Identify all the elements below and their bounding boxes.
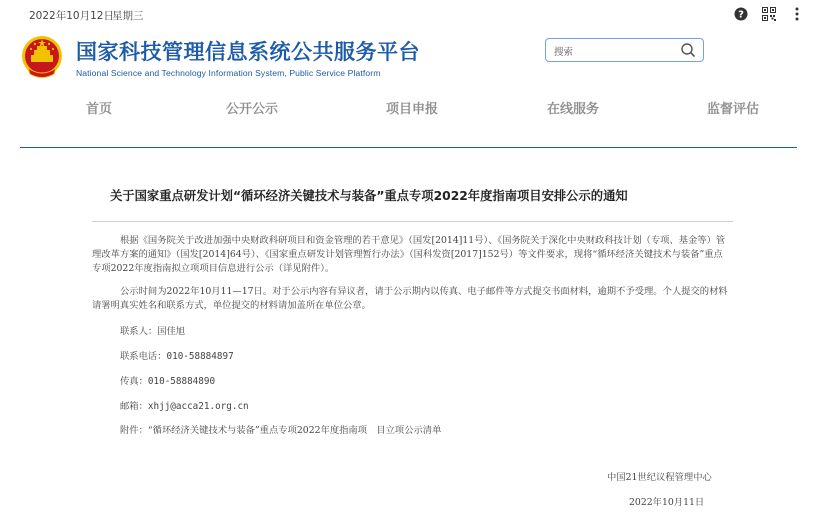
national-emblem-logo[interactable]: [20, 34, 64, 80]
fax-label: 传真：: [120, 376, 148, 387]
email-label: 邮箱：: [120, 401, 148, 412]
svg-text:?: ?: [738, 9, 744, 21]
signature-date: 2022年10月11日: [629, 497, 705, 508]
contact-name: 国佳旭: [157, 326, 186, 337]
article-title: 关于国家重点研发计划“循环经济关键技术与装备”重点专项2022年度指南项目安排公示的通知: [110, 189, 628, 203]
signature-org: 中国21世纪议程管理中心: [607, 472, 712, 483]
phone-label: 联系电话：: [120, 351, 167, 362]
site-header: [0, 28, 823, 90]
fax-line: [120, 373, 215, 387]
top-bar: [0, 0, 823, 28]
attachment-line: [120, 422, 441, 436]
contact-label: 联系人：: [120, 326, 158, 337]
attachment-link[interactable]: “循环经济关键技术与装备”重点专项2022年度指南项 目立项公示清单: [147, 425, 442, 436]
site-title[interactable]: 国家科技管理信息系统公共服务平台: [76, 40, 420, 64]
article-paragraph-1: 根据《国务院关于改进加强中央财政科研项目和资金管理的若干意见》（国发[2014]11号）、《国务院关于深化中央财政科技计划（专项、基金等）管理改革方案的通知》（国发[2014]64号）、《国家重点研发计划管理暂行办法》（国科发资[2017]152号）等文件要求，现将“循环经济关键技术与装备”重点专项2022年度指南拟立项项目信息进行公示（详见附件）。: [92, 235, 726, 274]
fax-value: 010-58884890: [147, 376, 216, 387]
current-date: 2022年10月12日: [29, 10, 114, 22]
nav-divider: [20, 147, 797, 148]
nav-item-home[interactable]: 首页: [86, 102, 113, 117]
qr-code-icon[interactable]: [761, 6, 777, 22]
attachment-label: 附件：: [120, 425, 148, 436]
phone-line: [120, 348, 234, 362]
article-paragraph-2: 公示时间为2022年10月11—17日。对于公示内容有异议者，请于公示期内以传真、电子邮件等方式提交书面材料，逾期不予受理。个人提交的材料请署明真实姓名和联系方式，单位提交的材料请加盖所在单位公章。: [92, 286, 728, 311]
search-icon[interactable]: [680, 42, 696, 58]
title-divider: [92, 221, 733, 222]
nav-item-online-service[interactable]: 在线服务: [547, 102, 600, 117]
contact-line: [120, 323, 185, 337]
current-weekday: 星期三: [112, 10, 144, 22]
main-nav: [0, 98, 823, 120]
search-input[interactable]: [545, 38, 704, 62]
email-value[interactable]: xhjj@acca21.org.cn: [147, 401, 249, 412]
phone-value: 010-58884897: [166, 351, 234, 362]
nav-item-supervision[interactable]: 监督评估: [707, 102, 760, 117]
email-line: [120, 398, 249, 412]
top-icons: [721, 6, 805, 22]
more-icon[interactable]: [789, 6, 805, 22]
search-placeholder: 搜索: [554, 47, 574, 58]
nav-item-project-application[interactable]: 项目申报: [386, 102, 439, 117]
site-subtitle: National Science and Technology Information System, Public Service Platform: [76, 68, 381, 78]
nav-item-public-notice[interactable]: 公开公示: [226, 102, 279, 117]
help-icon[interactable]: [733, 6, 749, 22]
